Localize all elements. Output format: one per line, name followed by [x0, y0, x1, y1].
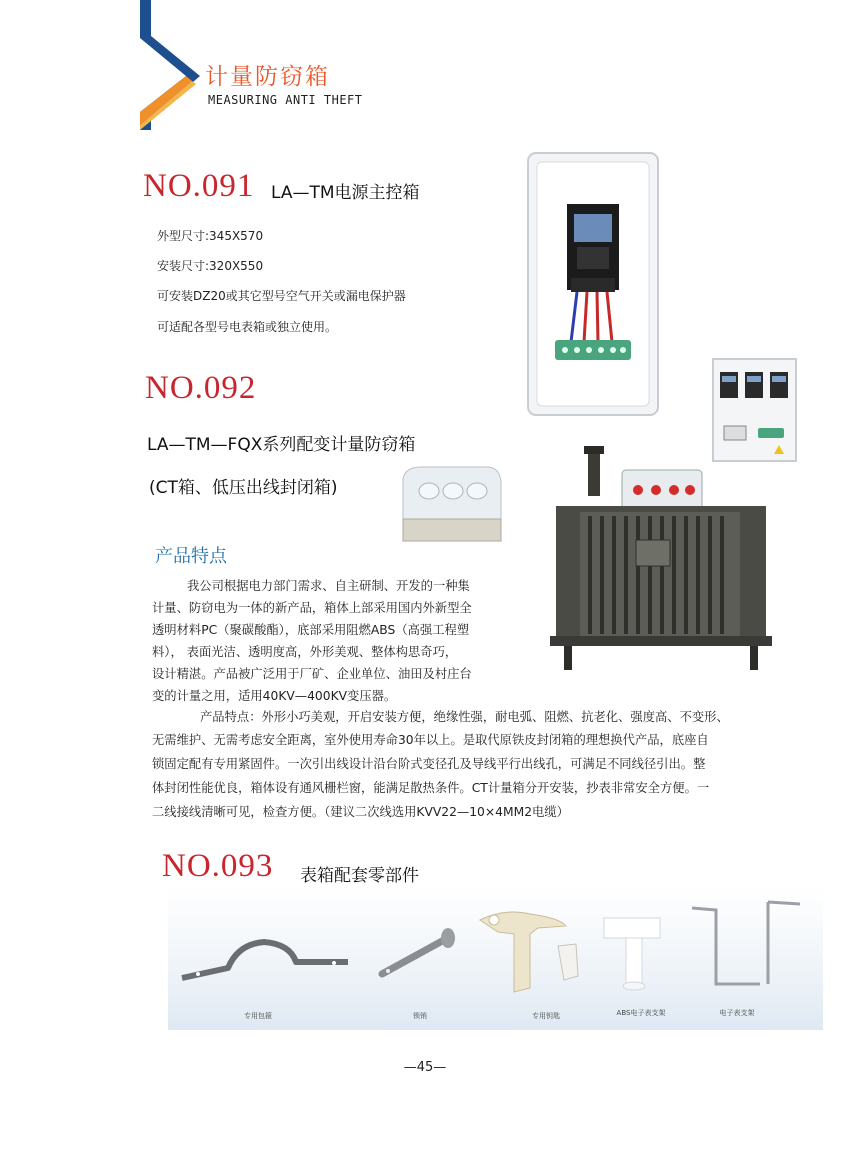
intro-line: 料）， 表面光洁、透明度高，外形美观、整体构思奇巧，: [152, 645, 458, 659]
intro-line: 变的计量之用，适用40KV—400KV变压器。: [152, 689, 397, 703]
power-main-control-box-image: [527, 152, 659, 416]
part-caption: 电子表支架: [719, 1009, 755, 1017]
header-subtitle: MEASURING ANTI THEFT: [208, 93, 363, 107]
product-091-name: LA—TM电源主控箱: [271, 183, 420, 203]
intro-line: 我公司根据电力部门需求、自主研制、开发的一种集: [187, 579, 470, 593]
product-091-spec: 安装尺寸:320X550: [157, 259, 264, 273]
product-091-spec: 外型尺寸:345X570: [157, 229, 264, 243]
features-line: 锁固定配有专用紧固件。一次引出线设计沿台阶式变径孔及导线平行出线孔，可满足不同线径引出。整: [152, 757, 706, 771]
features-line: 无需维护、无需考虑安全距离，室外使用寿命30年以上。是取代原铁皮封闭箱的理想换代产品，底座自: [152, 733, 709, 747]
intro-line: 透明材料PC（聚碳酸酯），底部采用阻燃ABS（高强工程塑: [152, 623, 470, 637]
product-091-number: NO.091: [143, 168, 255, 204]
header-title: 计量防窃箱: [205, 64, 330, 90]
intro-line: 计量、防窃电为一体的新产品，箱体上部采用国内外新型全: [152, 601, 472, 615]
product-093-number: NO.093: [162, 848, 274, 884]
features-title: 产品特点: [155, 546, 227, 567]
product-092-name: LA—TM—FQX系列配变计量防窃箱: [147, 435, 416, 455]
product-093-name: 表箱配套零部件: [300, 866, 419, 886]
part-caption: 专用钥匙: [532, 1012, 560, 1020]
features-line: 产品特点：外形小巧美观，开启安装方便，绝缘性强，耐电弧、阻燃、抗老化、强度高、不变形、: [200, 710, 729, 724]
product-091-spec: 可适配各型号电表箱或独立使用。: [157, 320, 338, 334]
header-chevron-decoration: [0, 0, 200, 135]
part-caption: ABS电子表支架: [616, 1009, 666, 1017]
transformer-image: [540, 440, 780, 676]
product-092-number: NO.092: [145, 370, 257, 406]
product-091-spec: 可安装DZ20或其它型号空气开关或漏电保护器: [157, 289, 406, 303]
features-line: 体封闭性能优良，箱体设有通风栅栏窗，能满足散热条件。CT计量箱分开安装，抄表非常安全方便。一: [152, 781, 710, 795]
part-caption: 锁销: [413, 1012, 427, 1020]
ct-box-image: [399, 465, 504, 547]
features-line: 二线接线清晰可见，检查方便。（建议二次线选用KVV22—10×4MM2电缆）: [152, 805, 569, 819]
intro-line: 设计精湛。产品被广泛用于厂矿、企业单位、油田及村庄台: [152, 667, 472, 681]
product-092-subname: (CT箱、低压出线封闭箱): [149, 478, 338, 498]
page-number: —45—: [403, 1060, 447, 1075]
part-caption: 专用包箍: [244, 1012, 272, 1020]
